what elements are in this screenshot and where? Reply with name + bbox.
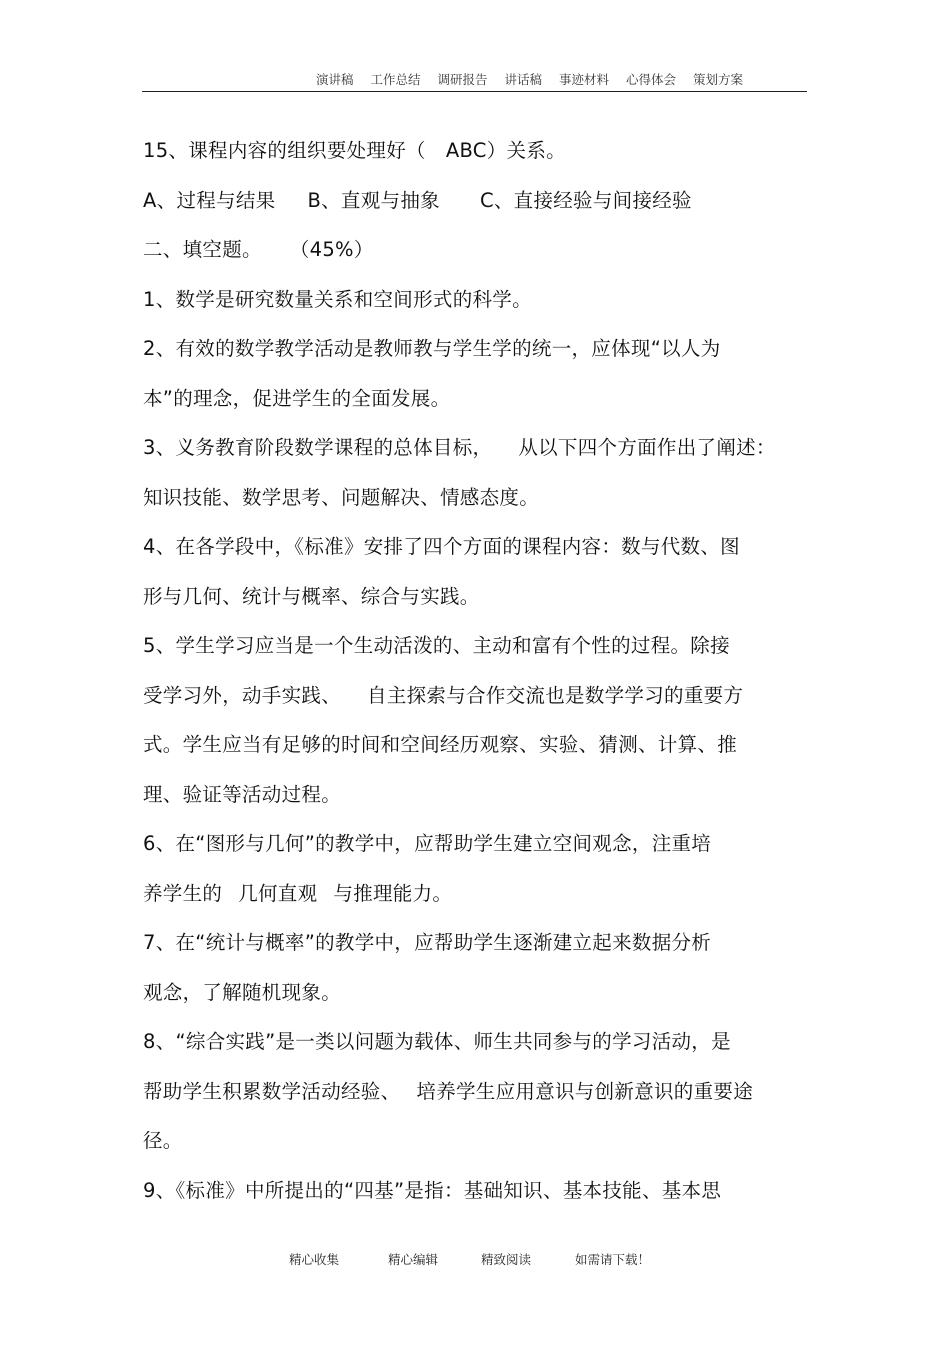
text-line	[143, 572, 793, 622]
text-line	[143, 770, 793, 820]
header-link: 讲话稿	[504, 72, 543, 87]
text-line	[143, 473, 793, 523]
text-line	[143, 225, 793, 275]
text-line	[143, 374, 793, 424]
text-line	[143, 819, 793, 869]
text-segment: 知识技能、数学思考、问题解决、情感态度。	[143, 485, 540, 509]
text-segment: 6、在“图形与几何”的教学中，应帮助学生建立空间观念，注重培	[143, 832, 712, 855]
text-line	[143, 126, 793, 176]
header-link: 演讲稿	[316, 72, 354, 87]
text-segment: 自主探索与合作交流也是数学学习的重要方	[367, 683, 744, 707]
text-line	[143, 1067, 793, 1117]
footer-item: 如需请下载！	[575, 1252, 651, 1267]
text-segment: 1、数学是研究数量关系和空间形式的科学。	[143, 287, 532, 311]
text-segment: 5、学生学习应当是一个生动活泼的、主动和富有个性的过程。除接	[143, 634, 730, 657]
footer-item: 精心编辑	[388, 1252, 439, 1267]
text-line	[143, 1017, 793, 1067]
text-segment: 本”的理念，促进学生的全面发展。	[143, 386, 451, 410]
text-segment: 8、“综合实践”是一类以问题为载体、师生共同参与的学习活动，是	[143, 1030, 731, 1053]
text-segment: 2、有效的数学教学活动是教师教与学生学的统一，应体现“以人为	[143, 337, 721, 360]
text-segment: 形与几何、统计与概率、综合与实践。	[143, 584, 480, 608]
text-segment: 受学习外，动手实践、	[143, 683, 342, 707]
header-divider	[142, 91, 807, 92]
text-segment: A、过程与结果	[143, 188, 276, 212]
header-link: 策划方案	[693, 72, 744, 87]
text-line	[143, 423, 793, 473]
text-line	[143, 324, 793, 374]
text-segment: 帮助学生积累数学活动经验、	[143, 1079, 401, 1103]
text-line	[143, 621, 793, 671]
text-segment: 几何直观	[238, 881, 318, 905]
text-segment: 理、验证等活动过程。	[143, 782, 342, 806]
text-segment: 从以下四个方面作出了阐述：	[518, 436, 776, 459]
footer-item: 精心收集	[289, 1252, 340, 1267]
text-segment: 式。学生应当有足够的时间和空间经历观察、实验、猜测、计算、推	[143, 733, 738, 756]
text-segment: 与推理能力。	[333, 881, 453, 905]
text-line	[143, 720, 793, 770]
document-body	[143, 126, 793, 1215]
text-segment: 培养学生应用意识与创新意识的重要途	[416, 1079, 754, 1103]
text-line	[143, 275, 793, 325]
text-line	[143, 918, 793, 968]
text-segment: 7、在“统计与概率”的教学中，应帮助学生逐渐建立起来数据分析	[143, 931, 712, 954]
text-segment: 养学生的	[143, 881, 223, 905]
text-line	[143, 176, 793, 226]
text-segment: C、直接经验与间接经验	[479, 188, 692, 212]
text-segment: B、直观与抽象	[307, 188, 440, 212]
header-link: 调研报告	[437, 72, 488, 87]
text-segment: 二、填空题。	[143, 238, 262, 261]
text-line	[143, 671, 793, 721]
text-segment: 径。	[143, 1129, 183, 1152]
text-segment: 15、课程内容的组织要处理好（	[143, 139, 426, 162]
header-link: 心得体会	[626, 72, 677, 87]
text-line	[143, 1166, 793, 1216]
text-segment: 观念，了解随机现象。	[143, 980, 342, 1004]
text-line	[143, 968, 793, 1018]
header-link: 事迹材料	[559, 72, 610, 87]
text-line	[143, 1116, 793, 1166]
text-segment: （45%）	[289, 238, 374, 261]
text-segment: 4、在各学段中，《标准》安排了四个方面的课程内容：数与代数、图	[143, 535, 740, 558]
text-line	[143, 869, 793, 919]
text-segment: ABC）关系。	[445, 139, 566, 162]
header-links	[316, 70, 816, 88]
text-segment: 9、《标准》中所提出的“四基”是指：基础知识、基本技能、基本思	[143, 1178, 722, 1202]
text-segment: 3、义务教育阶段数学课程的总体目标，	[143, 436, 493, 459]
footer-item: 精致阅读	[481, 1252, 532, 1267]
header-link: 工作总结	[370, 72, 421, 87]
text-line	[143, 522, 793, 572]
